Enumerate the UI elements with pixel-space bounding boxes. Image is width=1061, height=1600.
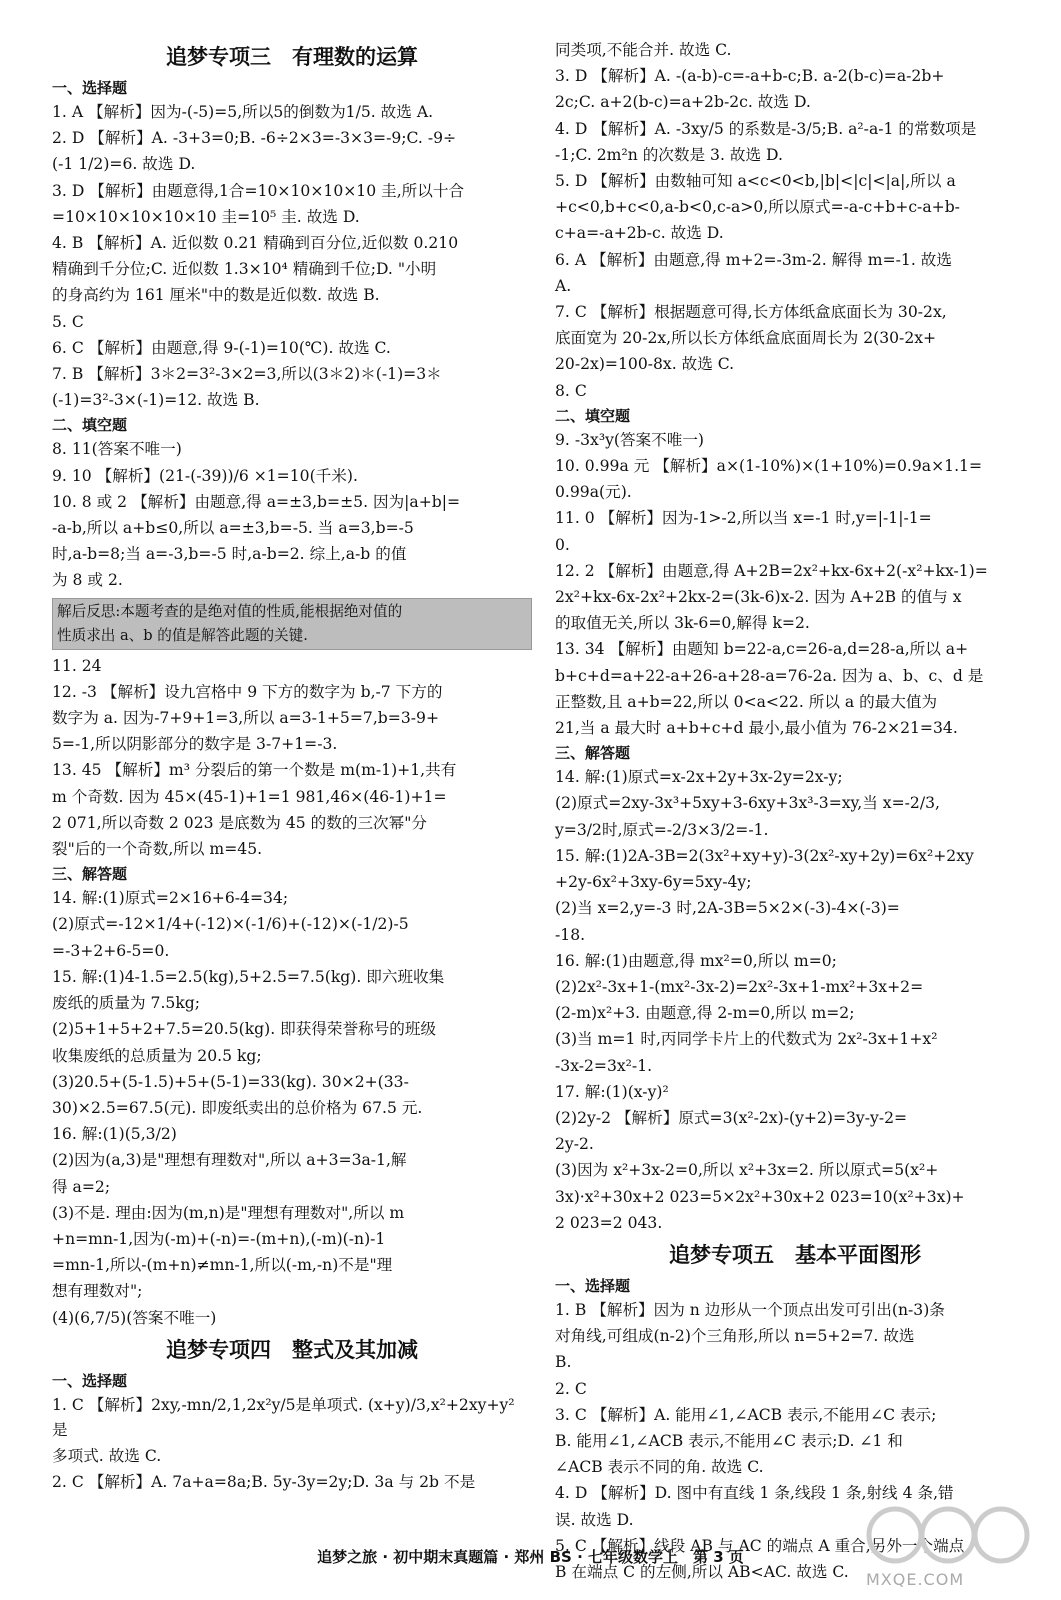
category-heading: 一、选择题 <box>555 1276 631 1295</box>
answer-line: (-1 1/2)=6. 故选 D. <box>52 155 196 174</box>
answer-line: 20-2x)=100-8x. 故选 C. <box>555 355 735 374</box>
answer-line: 11. 0 【解析】因为-1>-2,所以当 x=-1 时,y=|-1|-1= <box>555 509 932 528</box>
page-footer: 追梦之旅 · 初中期末真题篇 · 郑州 BS · 七年级数学上 第 3 页 <box>317 1548 744 1566</box>
answer-line: 7. C 【解析】根据题意可得,长方体纸盒底面长为 30-2x, <box>555 303 947 322</box>
answer-line: 6. C 【解析】由题意,得 9-(-1)=10(℃). 故选 C. <box>52 338 391 357</box>
answer-line: 2x²+kx-6x-2x²+2kx-2=(3k-6)x-2. 因为 A+2B 的值与 x <box>555 588 962 607</box>
answer-line: -18. <box>555 925 586 944</box>
answer-line: 6. A 【解析】由题意,得 m+2=-3m-2. 解得 m=-1. 故选 <box>555 250 952 269</box>
answer-line: 收集废纸的总质量为 20.5 kg; <box>52 1046 262 1065</box>
answer-line: B. <box>555 1353 572 1372</box>
answer-line: 17. 解:(1)(x-y)² <box>555 1082 669 1101</box>
answer-line: 同类项,不能合并. 故选 C. <box>555 41 732 59</box>
answer-line: +c<0,b+c<0,a-b<0,c-a>0,所以原式=-a-c+b+c-a+b- <box>555 198 960 217</box>
answer-line: =mn-1,所以-(m+n)≠mn-1,所以(-m,-n)不是"理 <box>52 1256 393 1275</box>
answer-line: 2 023=2 043. <box>555 1213 663 1232</box>
answer-line: 14. 解:(1)原式=2×16+6-4=34; <box>52 889 289 908</box>
answer-line: 的身高约为 161 厘米"中的数是近似数. 故选 B. <box>52 286 380 305</box>
answer-line: y=3/2时,原式=-2/3×3/2=-1. <box>555 820 769 839</box>
answer-line: 1. A 【解析】因为-(-5)=5,所以5的倒数为1/5. 故选 A. <box>52 103 434 121</box>
answer-line: A. <box>555 276 572 295</box>
answer-line: 0. <box>555 535 570 554</box>
answer-line: 多项式. 故选 C. <box>52 1447 162 1466</box>
answer-line: 底面宽为 20-2x,所以长方体纸盒底面周长为 2(30-2x+ <box>555 329 937 348</box>
answer-line: 2. C 【解析】A. 7a+a=8a;B. 5y-3y=2y;D. 3a 与 2b 不是 <box>52 1473 476 1492</box>
watermark-text: MXQE.COM <box>866 1570 965 1589</box>
answer-line: 16. 解:(1)(5,3/2) <box>52 1125 177 1144</box>
answer-line: 12. -3 【解析】设九宫格中 9 下方的数字为 b,-7 下方的 <box>52 682 443 701</box>
answer-line: 4. B 【解析】A. 近似数 0.21 精确到百分位,近似数 0.210 <box>52 234 459 253</box>
answer-line: 14. 解:(1)原式=x-2x+2y+3x-2y=2x-y; <box>555 768 843 787</box>
answer-line: 误. 故选 D. <box>555 1510 634 1529</box>
answer-line: (3)当 m=1 时,丙同学卡片上的代数式为 2x²-3x+1+x² <box>555 1030 938 1049</box>
answer-line: ∠ACB 表示不同的角. 故选 C. <box>555 1458 764 1477</box>
category-heading: 二、填空题 <box>555 406 631 425</box>
answer-line: 8. 11(答案不唯一) <box>52 440 182 459</box>
answer-line: 对角线,可组成(n-2)个三角形,所以 n=5+2=7. 故选 <box>555 1327 915 1346</box>
answer-line: 时,a-b=8;当 a=-3,b=-5 时,a-b=2. 综上,a-b 的值 <box>52 545 407 564</box>
reflection-text: 性质求出 a、b 的值是解答此题的关键. <box>57 626 308 644</box>
answer-line: 2. C <box>555 1379 587 1398</box>
answer-line: 5. D 【解析】由数轴可知 a<c<0<b,|b|<|c|<|a|,所以 a <box>555 172 956 191</box>
answer-line: (2)原式=2xy-3x³+5xy+3-6xy+3x³-3=xy,当 x=-2/3, <box>555 794 940 813</box>
right-column <box>555 38 1035 1586</box>
answer-line: -3x-2=3x²-1. <box>555 1056 653 1075</box>
answer-line: =10×10×10×10×10 圭=10⁵ 圭. 故选 D. <box>52 207 360 226</box>
category-heading: 一、选择题 <box>52 79 128 97</box>
answer-line: (3)不是. 理由:因为(m,n)是"理想有理数对",所以 m <box>52 1203 405 1222</box>
answer-line: 16. 解:(1)由题意,得 mx²=0,所以 m=0; <box>555 951 837 970</box>
answer-line: 4. D 【解析】D. 图中有直线 1 条,线段 1 条,射线 4 条,错 <box>555 1484 954 1503</box>
answer-line: 3. D 【解析】A. -(a-b)-c=-a+b-c;B. a-2(b-c)=a-2b+ <box>555 67 945 86</box>
answer-line: 数字为 a. 因为-7+9+1=3,所以 a=3-1+5=7,b=3-9+ <box>52 709 440 728</box>
answer-line: 12. 2 【解析】由题意,得 A+2B=2x²+kx-6x+2(-x²+kx-1)= <box>555 561 988 580</box>
answer-line: 裂"后的一个奇数,所以 m=45. <box>52 840 263 859</box>
answer-line: +n=mn-1,因为(-m)+(-n)=-(m+n),(-m)(-n)-1 <box>52 1229 386 1248</box>
answer-line: 30)×2.5=67.5(元). 即废纸卖出的总价格为 67.5 元. <box>52 1098 423 1117</box>
answer-line: 13. 34 【解析】由题知 b=22-a,c=26-a,d=28-a,所以 a+ <box>555 640 969 659</box>
answer-line: (2)原式=-12×1/4+(-12)×(-1/6)+(-12)×(-1/2)-5 <box>52 915 409 934</box>
answer-line: (2-m)x²+3. 由题意,得 2-m=0,所以 m=2; <box>555 1004 855 1023</box>
answer-line: 2y-2. <box>555 1135 594 1154</box>
watermark-logo <box>860 1500 1035 1590</box>
reflection-text: 解后反思:本题考查的是绝对值的性质,能根据绝对值的 <box>57 602 403 620</box>
answer-line: c+a=-a+2b-c. 故选 D. <box>555 224 724 243</box>
answer-line: (3)因为 x²+3x-2=0,所以 x²+3x=2. 所以原式=5(x²+ <box>555 1161 939 1180</box>
answer-line: 3. D 【解析】由题意得,1合=10×10×10×10 圭,所以十合 <box>52 181 465 200</box>
answer-line: 15. 解:(1)4-1.5=2.5(kg),5+2.5=7.5(kg). 即六班收集 <box>52 967 445 986</box>
section-title-4: 追梦专项四 整式及其加减 <box>166 1337 418 1362</box>
answer-line: b+c+d=a+22-a+26-a+28-a=76-2a. 因为 a、b、c、d 是 <box>555 666 984 685</box>
answer-line: (2)2y-2 【解析】原式=3(x²-2x)-(y+2)=3y-y-2= <box>555 1108 908 1127</box>
answer-line: 废纸的质量为 7.5kg; <box>52 994 201 1013</box>
answer-line: 的取值无关,所以 3k-6=0,解得 k=2. <box>555 614 810 633</box>
answer-line: (4)(6,7/5)(答案不唯一) <box>52 1308 217 1327</box>
category-heading: 一、选择题 <box>52 1371 128 1390</box>
answer-line: 9. -3x³y(答案不唯一) <box>555 430 705 449</box>
answer-line: 15. 解:(1)2A-3B=2(3x²+xy+y)-3(2x²-xy+2y)=6x²+2xy <box>555 846 974 865</box>
section-title-3: 追梦专项三 有理数的运算 <box>166 45 418 69</box>
answer-line: 5. C <box>52 312 84 331</box>
category-heading: 二、填空题 <box>52 416 128 435</box>
answer-line: 为 8 或 2. <box>52 571 123 590</box>
answer-line: (3)20.5+(5-1.5)+5+(5-1)=33(kg). 30×2+(33- <box>52 1072 409 1091</box>
answer-line: 3x)·x²+30x+2 023=5×2x²+30x+2 023=10(x²+3x)+ <box>555 1187 965 1206</box>
answer-line: 9. 10 【解析】(21-(-39))/6 ×1=10(千米). <box>52 466 358 485</box>
answer-line: B. 能用∠1,∠ACB 表示,不能用∠C 表示;D. ∠1 和 <box>555 1431 903 1450</box>
answer-line: 21,当 a 最大时 a+b+c+d 最小,最小值为 76-2×21=34. <box>555 719 958 738</box>
left-column <box>52 38 532 1497</box>
answer-line: =-3+2+6-5=0. <box>52 941 170 960</box>
answer-line: m 个奇数. 因为 45×(45-1)+1=1 981,46×(46-1)+1= <box>52 787 447 806</box>
answer-line: 2 071,所以奇数 2 023 是底数为 45 的数的三次幂"分 <box>52 813 427 832</box>
category-heading: 三、解答题 <box>555 744 631 763</box>
answer-line: 0.99a(元). <box>555 483 632 502</box>
answer-line: (2)因为(a,3)是"理想有理数对",所以 a+3=3a-1,解 <box>52 1151 407 1170</box>
answer-line: 5. C 【解析】线段 AB 与 AC 的端点 A 重合,另外一个端点 <box>555 1536 965 1555</box>
answer-line: 2. D 【解析】A. -3+3=0;B. -6÷2×3=-3×3=-9;C. -9÷ <box>52 129 457 148</box>
answer-line: 3. C 【解析】A. 能用∠1,∠ACB 表示,不能用∠C 表示; <box>555 1405 937 1424</box>
answer-line: (2)2x²-3x+1-(mx²-3x-2)=2x²-3x+1-mx²+3x+2= <box>555 977 924 996</box>
answer-line: (2)5+1+5+2+7.5=20.5(kg). 即获得荣誉称号的班级 <box>52 1020 437 1039</box>
answer-line: 8. C <box>555 381 587 400</box>
answer-line: +2y-6x²+3xy-6y=5xy-4y; <box>555 873 752 892</box>
watermark-icon <box>860 1500 1035 1570</box>
answer-line: 得 a=2; <box>52 1177 111 1196</box>
answer-line: 11. 24 <box>52 656 102 675</box>
answer-line: B 在端点 C 的左侧,所以 AB<AC. 故选 C. <box>555 1562 849 1581</box>
section-title-5: 追梦专项五 基本平面图形 <box>669 1242 921 1267</box>
answer-line: (-1)=3²-3×(-1)=12. 故选 B. <box>52 391 260 410</box>
answer-line: (2)当 x=2,y=-3 时,2A-3B=5×2×(-3)-4×(-3)= <box>555 899 900 918</box>
answer-line: 4. D 【解析】A. -3xy/5 的系数是-3/5;B. a²-a-1 的常数项是 <box>555 119 977 138</box>
answer-line: 10. 0.99a 元 【解析】a×(1-10%)×(1+10%)=0.9a×1.1= <box>555 457 983 476</box>
answer-line: -a-b,所以 a+b≤0,所以 a=±3,b=-5. 当 a=3,b=-5 <box>52 519 414 538</box>
answer-line: 想有理数对"; <box>52 1282 143 1301</box>
answer-line: -1;C. 2m²n 的次数是 3. 故选 D. <box>555 145 783 164</box>
answer-line: 1. B 【解析】因为 n 边形从一个顶点出发可引出(n-3)条 <box>555 1300 945 1319</box>
answer-line: 2c;C. a+2(b-c)=a+2b-2c. 故选 D. <box>555 93 811 112</box>
reflection-box <box>52 598 532 650</box>
answer-line: 13. 45 【解析】m³ 分裂后的第一个数是 m(m-1)+1,共有 <box>52 761 457 780</box>
answer-line: 5=-1,所以阴影部分的数字是 3-7+1=-3. <box>52 735 338 754</box>
answer-line: 10. 8 或 2 【解析】由题意,得 a=±3,b=±5. 因为|a+b|= <box>52 492 461 511</box>
answer-line: 正整数,且 a+b=22,所以 0<a<22. 所以 a 的最大值为 <box>555 692 938 711</box>
answer-line: 1. C 【解析】2xy,-mn/2,1,2x²y/5是单项式. (x+y)/3,x²+2xy+y² 是 <box>52 1395 515 1439</box>
category-heading: 三、解答题 <box>52 865 128 884</box>
answer-line: 精确到千分位;C. 近似数 1.3×10⁴ 精确到千位;D. "小明 <box>52 260 437 279</box>
answer-line: 7. B 【解析】3＊2=3²-3×2=3,所以(3＊2)＊(-1)=3＊ <box>52 365 442 384</box>
